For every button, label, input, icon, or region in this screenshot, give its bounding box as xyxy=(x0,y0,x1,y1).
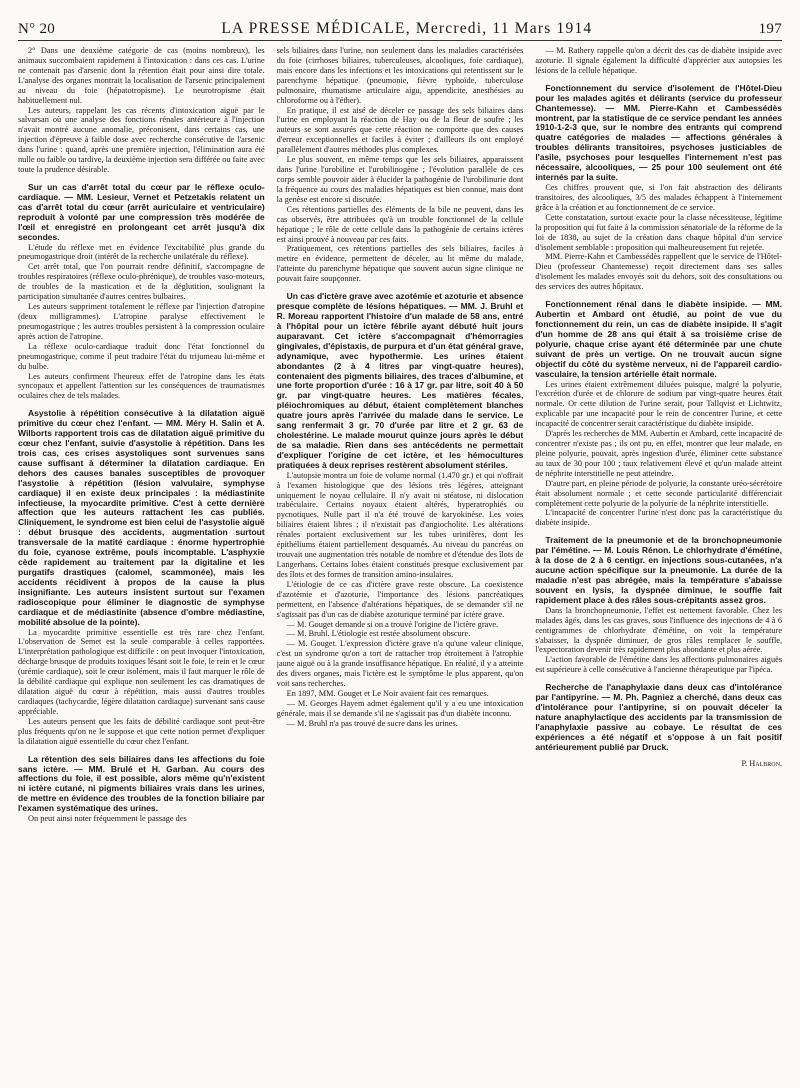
section-heading-paragraph: Un cas d'ictère grave avec azotémie et azoturie et absence presque complète de lésions hépatiques. — MM. J. Bruhl et R. Moreau rapportent l'histoire d'un malade de 58 ans, entré à l'hôpital pour un ictère fébrile ayant débuté huit jours auparavant. Cet ictère s'accompagnait d'hémorragies gingivales, d'épistaxis, de purpura et d'un état général grave, adynamique, avec hypothermie. Les urines étaient abondantes (2 à 4 litres par vingt-quatre heures), contenaient des pigments biliaires, des traces d'albumine, et une forte proportion d'urée : 16 à 17 gr. par litre, soit 40 à 50 gr. par vingt-quatre heures. Les matières fécales, pléiochromiques au début, étaient complètement blanches quatre jours après l'arrivée du malade dans le service. Le sang renfermait 3 gr. 70 d'urée par litre et 2 gr. 63 de cholestérine. Le malade mourut quinze jours après le début de sa maladie. Rien dans ses antécédents ne permettait d'expliquer l'origine de cet ictère, et les hémocultures pratiquées à deux reprises restèrent absolument stériles. xyxy=(276,291,524,470)
body-paragraph: Dans la bronchopneumonie, l'effet est nettement favorable. Chez les malades âgés, dans les cas graves, sous l'influence des injections de 4 à 6 centigrammes de chlorhydrate d'émétine, on voit la température s'abaisser, la dyspnée diminuer, de gros râles remplacer le souffle, l'expectoration devenir très rapidement plus abondante et plus aérée. xyxy=(535,605,782,655)
body-paragraph: Cet arrêt total, que l'on pourrait rendre définitif, s'accompagne de troubles respiratoires (réflexe oculo-phrénique), de troubles vaso-moteurs, de troubles de la mastication et de la déglutition, soulignant la participation simultanée d'autres centres bulbaires. xyxy=(18,262,265,302)
body-paragraph: L'incapacité de concentrer l'urine n'est donc pas la caractéristique du diabète insipide. xyxy=(535,508,782,528)
body-paragraph: — M. Georges Hayem admet également qu'il y a eu une intoxication générale, mais il se demande s'il ne s'agissait pas d'un diabète inconnu. xyxy=(276,698,524,718)
column-middle xyxy=(277,46,524,1088)
body-paragraph: L'étude du réflexe met en évidence l'excitabilité plus grande du pneumogastrique droit (intérêt de la recherche unilatérale du réflexe). xyxy=(18,242,265,262)
body-paragraph: — M. Bruhl. L'étiologie est restée absolument obscure. xyxy=(286,629,471,639)
body-paragraph: sels biliaires dans l'urine, non seulement dans les maladies caractérisées du foie (cirrhoses biliaires, tuberculeuses, alcooliques, foie cardiaque), mais encore dans les infections et les intoxications qui retentissent sur le parenchyme hépatique (pneumonie, fièvre typhoïde, tuberculose pulmonaire, rhumatisme articulaire aigu, appendicite, anesthésies au chloroforme ou à l'éther). xyxy=(276,46,524,105)
body-paragraph: — M. Gouget demande si on a trouvé l'origine de l'ictère grave. xyxy=(286,619,499,629)
body-paragraph: L'action favorable de l'émétine dans les affections pulmonaires aiguës est supérieure à celle consécutive à l'ancienne thérapeutique par l'ipéca. xyxy=(535,655,782,675)
section-heading-paragraph: La rétention des sels biliaires dans les affections du foie sans ictère. — MM. Brulé et H. Garban. Au cours des affections du foie, il est possible, alors même qu'n'existent ni ictère cutané, ni pigments biliaires vrais dans les urines, de mettre en évidence des troubles de la fonction biliaire par l'examen systématique des urines. xyxy=(18,753,265,814)
body-paragraph: 2° Dans une deuxième catégorie de cas (moins nombreux), les animaux succombaient rapidement à l'intoxication : dans ces cas. L'urine ne contenait pas d'arsenic dont la rétention était pour ainsi dire totale. L'analyse des organes montrait la localisation de l'arsenic principalement au niveau du foie (hépatotropisme). Le neurotropisme était habituellement nul. xyxy=(18,46,265,105)
body-paragraph: — M. Rathery rappelle qu'on a décrit des cas de diabète insipide avec azoturie. Il signale également la difficulté d'apprécier aux autopsies les lésions de la cellule hépatique. xyxy=(535,46,782,75)
body-paragraph: D'autre part, en pleine période de polyurie, la constante uréo-sécrétoire était absolument normale ; et cette seconde particularité différenciait complètement cette polyurie de la polyurie de la néphrite interstitielle. xyxy=(535,478,782,508)
body-paragraph: En pratique, il est aisé de déceler ce passage des sels biliaires dans l'urine en employant la réaction de Hay ou de la fleur de soufre ; les auteurs se sont assurés que cette réaction ne comporte que des causes d'erreur exceptionnelles et faciles à éviter ; d'ailleurs ils ont employé parallèlement d'autres méthodes plus complexes. xyxy=(276,105,524,155)
section-heading-paragraph: Traitement de la pneumonie et de la bronchopneumonie par l'émétine. — M. Louis Rénon. Le chlorhydrate d'émétine, à la dose de 2 à 6 centigr. en injections sous-cutanées, n'a aucune action spécifique sur la pneumonie. La durée de la maladie n'est pas abrégée, mais la température s'abaisse souvent en lysis, la dyspnée diminue, le souffle fait rapidement place à des râles sous-crépitants assez gros. xyxy=(535,535,782,605)
section-heading-paragraph: Fonctionnement du service d'isolement de l'Hôtel-Dieu pour les malades agités et délirants (service du professeur Chantemesse). — MM. Pierre-Kahn et Cambessédès montrent, par la statistique de ce service pendant les années 1910-1-2-3 que, sur le nombre des entrants qui comprend quatre catégories de malades — affections générales à troubles délirants transitoires, psychoses justiciables de l'asile, psychoses pour lesquelles l'internement n'est pas nécessaire, alcooliques, — 25 pour 100 seulement ont été internés par la suite. xyxy=(535,82,782,183)
body-paragraph: Ces chiffres prouvent que, si l'on fait abstraction des délirants transitoires, des alcooliques, 3/5 des malades échappent à l'internement grâce à la création et au fonctionnement de ce service. xyxy=(535,182,782,212)
body-paragraph: — M. Bruhl n'a pas trouvé de sucre dans les urines. xyxy=(286,718,458,728)
author-signature: P. Halbron. xyxy=(741,758,782,768)
body-paragraph: Le plus souvent, en même temps que les sels biliaires, apparaissent dans l'urine l'urobiline et l'urobilinogène ; l'évolution parallèle de ces corps semble pouvoir aider à élucider la pathogénie de l'urobilinurie dont la fréquence au cours des maladies hépatiques est bien connue, mais dont la genèse est encore si discutée. xyxy=(276,155,524,204)
section-heading-paragraph: Sur un cas d'arrêt total du cœur par le réflexe oculo-cardiaque. — MM. Lesieur, Vernet et Petzetakis relatent un cas d'arrêt total du cœur (arrêt auriculaire et ventriculaire) reproduit à volonté par une compression très modérée de l'œil et enregistré en prolongeant cet arrêt jusqu'à dix secondes. xyxy=(18,181,265,242)
body-paragraph: MM. Pierre-Kahn et Cambessédès rappellent que le service de l'Hôtel-Dieu (professeur Chantemesse) reçoit directement dans ses salles d'isolement les malades envoyés soit du dehors, soit des consultations ou des services des autres hôpitaux. xyxy=(535,252,782,292)
body-paragraph: — M. Gouget. L'expression d'ictère grave n'a qu'une valeur clinique, c'est un syndrome qu'on a tort de rattacher trop étroitement à l'atrophie jaune aiguë ou à la grande insuffisance hépatique. En réalité, il y a atteinte des divers organes, mais l'ictère est le symptôme le plus apparent, qu'on voit sans recherches. xyxy=(276,639,524,689)
body-paragraph: Les auteurs pensent que les faits de débilité cardiaque sont peut-être plus fréquents qu'on ne le suppose et que cette notion permet d'expliquer la dilatation aiguë essentielle du cœur chez l'enfant. xyxy=(18,716,265,746)
body-paragraph: La réflexe oculo-cardiaque traduit donc l'état fonctionnel du pneumogastrique, comme il peut traduire l'état du trijumeau lui-même et du bulbe. xyxy=(18,341,265,371)
column-left xyxy=(18,46,265,1088)
section-heading-paragraph: Recherche de l'anaphylaxie dans deux cas d'intolérance par l'antipyrine. — M. Ph. Pagniez a cherché, dans deux cas d'intolérance pour l'antipyrine, si on pouvait déceler la nature anaphylactique des accidents par la transmission de l'anaphylaxie passive au cobaye. Le résultat de ces expériences a été négatif et s'oppose à un fait positif antérieurement publié par Druck. xyxy=(535,682,782,752)
body-paragraph: L'étiologie de ce cas d'ictère grave reste obscure. La coexistence d'azotémie et d'azoturie, l'importance des lésions pancréatiques permettent, en l'absence d'altérations hépatiques, de se demander s'il ne s'agissait pas d'un cas de diabète azoturique terminé par ictère grave. xyxy=(276,579,524,619)
body-paragraph: Les auteurs, rappelant les cas récents d'intoxication aiguë par le salvarsan où une analyse des fonctions rénales antérieure à l'injection n'avait montré aucune anomalie, préconisent, dans certains cas, une injection d'épreuve à faible dose avec recherche consécutive de l'arsenic dans l'urine : quand, après une première injection, l'élimination aura été nulle ou faible ou tardive, la deuxième injection sera différée ou faite avec toute la prudence désirable. xyxy=(18,105,265,175)
journal-title: LA PRESSE MÉDICALE, Mercredi, 11 Mars 1914 xyxy=(221,20,593,37)
body-paragraph: L'autopsie montra un foie de volume normal (1.470 gr.) et qui n'offrait à l'examen histologique que des lésions très légères, atteignant uniquement le noyau cellulaire. Il n'y avait ni stéatose, ni dislocation trabéculaire. Certains noyaux étaient altérés, hyperatrophiés ou pycnotiques. Nulle part il n'a été trouvé de karyokinèse. Les voies biliaires étaient libres ; il n'existait pas d'angiocholite. Les altérations rénales portaient exclusivement sur les tubes urinifères, dont les épithéliums étaient partiellement desquamés. Au niveau du pancréas on trouvait une augmentation très notable de nombre et d'étendue des îlots de Langerhans. Certains lobes étaient constitués presque exclusivement par des îlots et des formes de transition amino-insulaires. xyxy=(276,470,524,579)
body-paragraph: En 1897, MM. Gouget et Le Noir avaient fait ces remarques. xyxy=(286,689,489,698)
column-right xyxy=(535,46,782,1088)
text-columns xyxy=(18,46,782,1088)
body-paragraph: Pratiquement, ces rétentions partielles des sels biliaires, faciles à mettre en évidence, permettent de déceler, au lit même du malade, l'atteinte du parenchyme hépatique que souvent aucun signe clinique ne pouvait faire soupçonner. xyxy=(276,244,524,284)
issue-number: N° 20 xyxy=(18,21,56,37)
section-heading-paragraph: Fonctionnement rénal dans le diabète insipide. — MM. Aubertin et Ambard ont étudié, au point de vue du fonctionnement du rein, un cas de diabète insipide. Il s'agit d'un homme de 28 ans qui était à sa troisième crise de polyurie, chaque crise ayant été déterminée par une chute suivant de près un vertige. On ne trouvait aucun signe objectif du côté du système nerveux, ni de l'appareil cardio-vasculaire, la tension artérielle était normale. xyxy=(535,299,782,379)
body-paragraph: Cette constatation, surtout exacte pour la classe nécessiteuse, légitime la proposition qui fut faite à la commission sénatoriale de la réforme de la loi de 1838, au sujet de la création dans chaque hôpital d'un service d'isolement semblable : proposition qui malheureusement fut rejetée. xyxy=(535,212,782,252)
page-number: 197 xyxy=(758,21,782,37)
running-header xyxy=(18,0,782,41)
body-paragraph: Les auteurs confirment l'heureux effet de l'atropine dans les états syncopaux et appellent l'attention sur les conséquences de traumatismes oculaires chez de tels malades. xyxy=(18,371,265,401)
body-paragraph: La myocardite primitive essentielle est très rare chez l'enfant. L'observation de Semet est la seule comparable à celles rapportées. L'interprétation pathologique est difficile : on peut invoquer l'intoxication, décharge brusque de produits toxiques lésant soit le foie, le rein et le cœur (urémie cardiaque), soit le cœur isolément, mais il faut marquer le rôle de la débilité cardiaque qui explique non seulement les cas dramatiques de dilatation aiguë du cœur à répétition, mais aussi d'autres troubles cardiaques (tachycardie, légère dilatation cardiaque) survenant sans cause appréciable. xyxy=(18,627,265,716)
body-paragraph: D'après les recherches de MM. Aubertin et Ambard, cette incapacité de concentrer n'existe pas ; ils ont pu, en effet, montrer que leur malade, en pleine polyurie, pouvait, après ingestion d'urée, éliminer cette substance au taux de 30 pour 100 ; taux relativement élevé et qu'un malade atteint de néphrite interstitielle ne peut atteindre. xyxy=(535,429,782,478)
body-paragraph: Les auteurs suppriment totalement le réflexe par l'injection d'atropine (deux milligrammes). L'atropine paralyse effectivement le pneumogastrique ; les autres troubles persistent à la compression oculaire après action de l'atropine. xyxy=(18,302,265,341)
section-heading-paragraph: Asystolie à répétition consécutive à la dilatation aiguë primitive du cœur chez l'enfant. — MM. Méry H. Salin et A. Wilborts rapportent trois cas de dilatation aiguë primitive du cœur chez l'enfant, suivie d'asystolie à répétition. Dans les trois cas, ces crises asystoliques sont survenues sans cause suffisant à déterminer la dilatation cardiaque. En dehors des causes banales susceptibles de provoquer l'asystolie à répétition (lésion valvulaire, symphyse cardiaque) il en existe deux principales : la médiastinite infectieuse, la myocardite primitive. C'est à cette dernière affection que les auteurs rattachent les cas publiés. Cliniquement, le syndrome est bien celui de l'asystolie aiguë : début brusque des accidents, augmentation surtout transversale de la matité cardiaque : énorme hypertrophie du foie, cyanose extrême, pouls incomptable. L'asphyxie cède rapidement au traitement par la digitaline et les purgatifs drastiques (calomel, scammonée), mais les accidents récidivent à propos de la cause la plus insignifiante. Les auteurs insistent surtout sur l'examen radioscopique pour éliminer le diagnostic de symphyse cardiaque et de médiastinite (absence d'ombre médiastine, mobilité absolue de la pointe). xyxy=(18,408,265,627)
body-paragraph: On peut ainsi noter fréquemment le passage des xyxy=(28,814,187,824)
body-paragraph: Ces rétentions partielles des éléments de la bile ne peuvent, dans les cas observés, être attribuées qu'à un trouble fonctionnel de la cellule hépatique ; le rôle de cette cellule dans la pathogénie de certains ictères est ainsi prouvé à nouveau par ces faits. xyxy=(276,204,524,244)
body-paragraph: Les urines étaient extrêmement diluées puisque, malgré la polyurie, l'excrétion d'urée et de chlorure de sodium par vingt-quatre heures était normale. Or cette dilution de l'urine serait, pour Tallqvist et Lichtwitz, explicable par une incapacité pour le rein de concentrer l'urine, et cette incapacité de concentrer serait caractéristique du diabète insipide. xyxy=(535,379,782,429)
